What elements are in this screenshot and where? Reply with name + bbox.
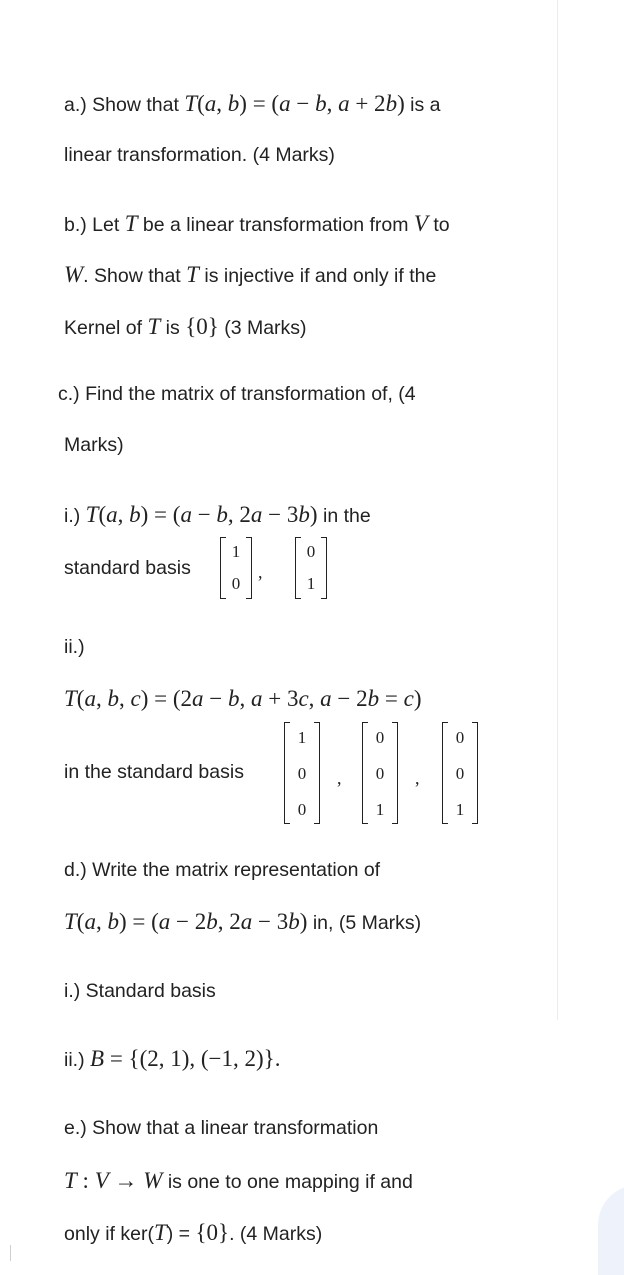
question-b-line2: W. Show that T is injective if and only if the [64, 262, 437, 287]
question-c-line1: c.) Find the matrix of transformation of, (4 [58, 383, 416, 405]
basis-vector-e1: 1 0 [220, 537, 252, 599]
basis-vector-e2: 0 1 [295, 537, 327, 599]
question-c-i-basis-label: standard basis [64, 557, 191, 579]
question-d-math: T(a, b) = (a − 2b, 2a − 3b) [64, 909, 308, 934]
question-d-i: i.) Standard basis [64, 980, 216, 1002]
question-e-line3: only if ker(T) = {0}. (4 Marks) [64, 1220, 323, 1245]
question-c-i-math: T(a, b) = (a − b, 2a − 3b) [85, 502, 318, 527]
question-c-ii-math: T(a, b, c) = (2a − b, a + 3c, a − 2b = c) [64, 686, 422, 711]
question-d-line1: d.) Write the matrix representation of [64, 859, 381, 881]
question-e-line1: e.) Show that a linear transformation [64, 1117, 379, 1139]
question-c-ii-label: ii.) [64, 636, 85, 658]
basis-vector-3d-2: 0 0 1 [362, 722, 398, 824]
corner-shade [598, 1185, 624, 1275]
comma: , [258, 562, 263, 582]
question-c-i-line: i.) T(a, b) = (a − b, 2a − 3b) in the [64, 502, 371, 527]
question-e-line2: T : V → W is one to one mapping if and [64, 1168, 413, 1193]
question-d-line2: T(a, b) = (a − 2b, 2a − 3b) in, (5 Marks) [64, 909, 422, 934]
comma: , [337, 768, 342, 788]
question-c-line2: Marks) [64, 434, 124, 456]
left-edge-mark [10, 1245, 11, 1261]
comma: , [415, 768, 420, 788]
question-a-math: T(a, b) = (a − b, a + 2b) [184, 91, 405, 116]
question-b-line3: Kernel of T is {0} (3 Marks) [64, 314, 307, 339]
right-edge-line [557, 0, 558, 1020]
question-d-ii: ii.) B = {(2, 1), (−1, 2)}. [64, 1046, 281, 1071]
question-b-line1: b.) Let T be a linear transformation from V to [64, 211, 450, 236]
question-a-line1: a.) Show that T(a, b) = (a − b, a + 2b) is a [64, 91, 441, 116]
question-c-ii-basis-label: in the standard basis [64, 761, 244, 783]
basis-vector-3d-3: 0 0 1 [442, 722, 478, 824]
question-d-ii-math: B = {(2, 1), (−1, 2)}. [90, 1046, 281, 1071]
question-e-math: T : V → W [64, 1168, 163, 1193]
question-a-line2: linear transformation. (4 Marks) [64, 144, 335, 166]
basis-vector-3d-1: 1 0 0 [284, 722, 320, 824]
